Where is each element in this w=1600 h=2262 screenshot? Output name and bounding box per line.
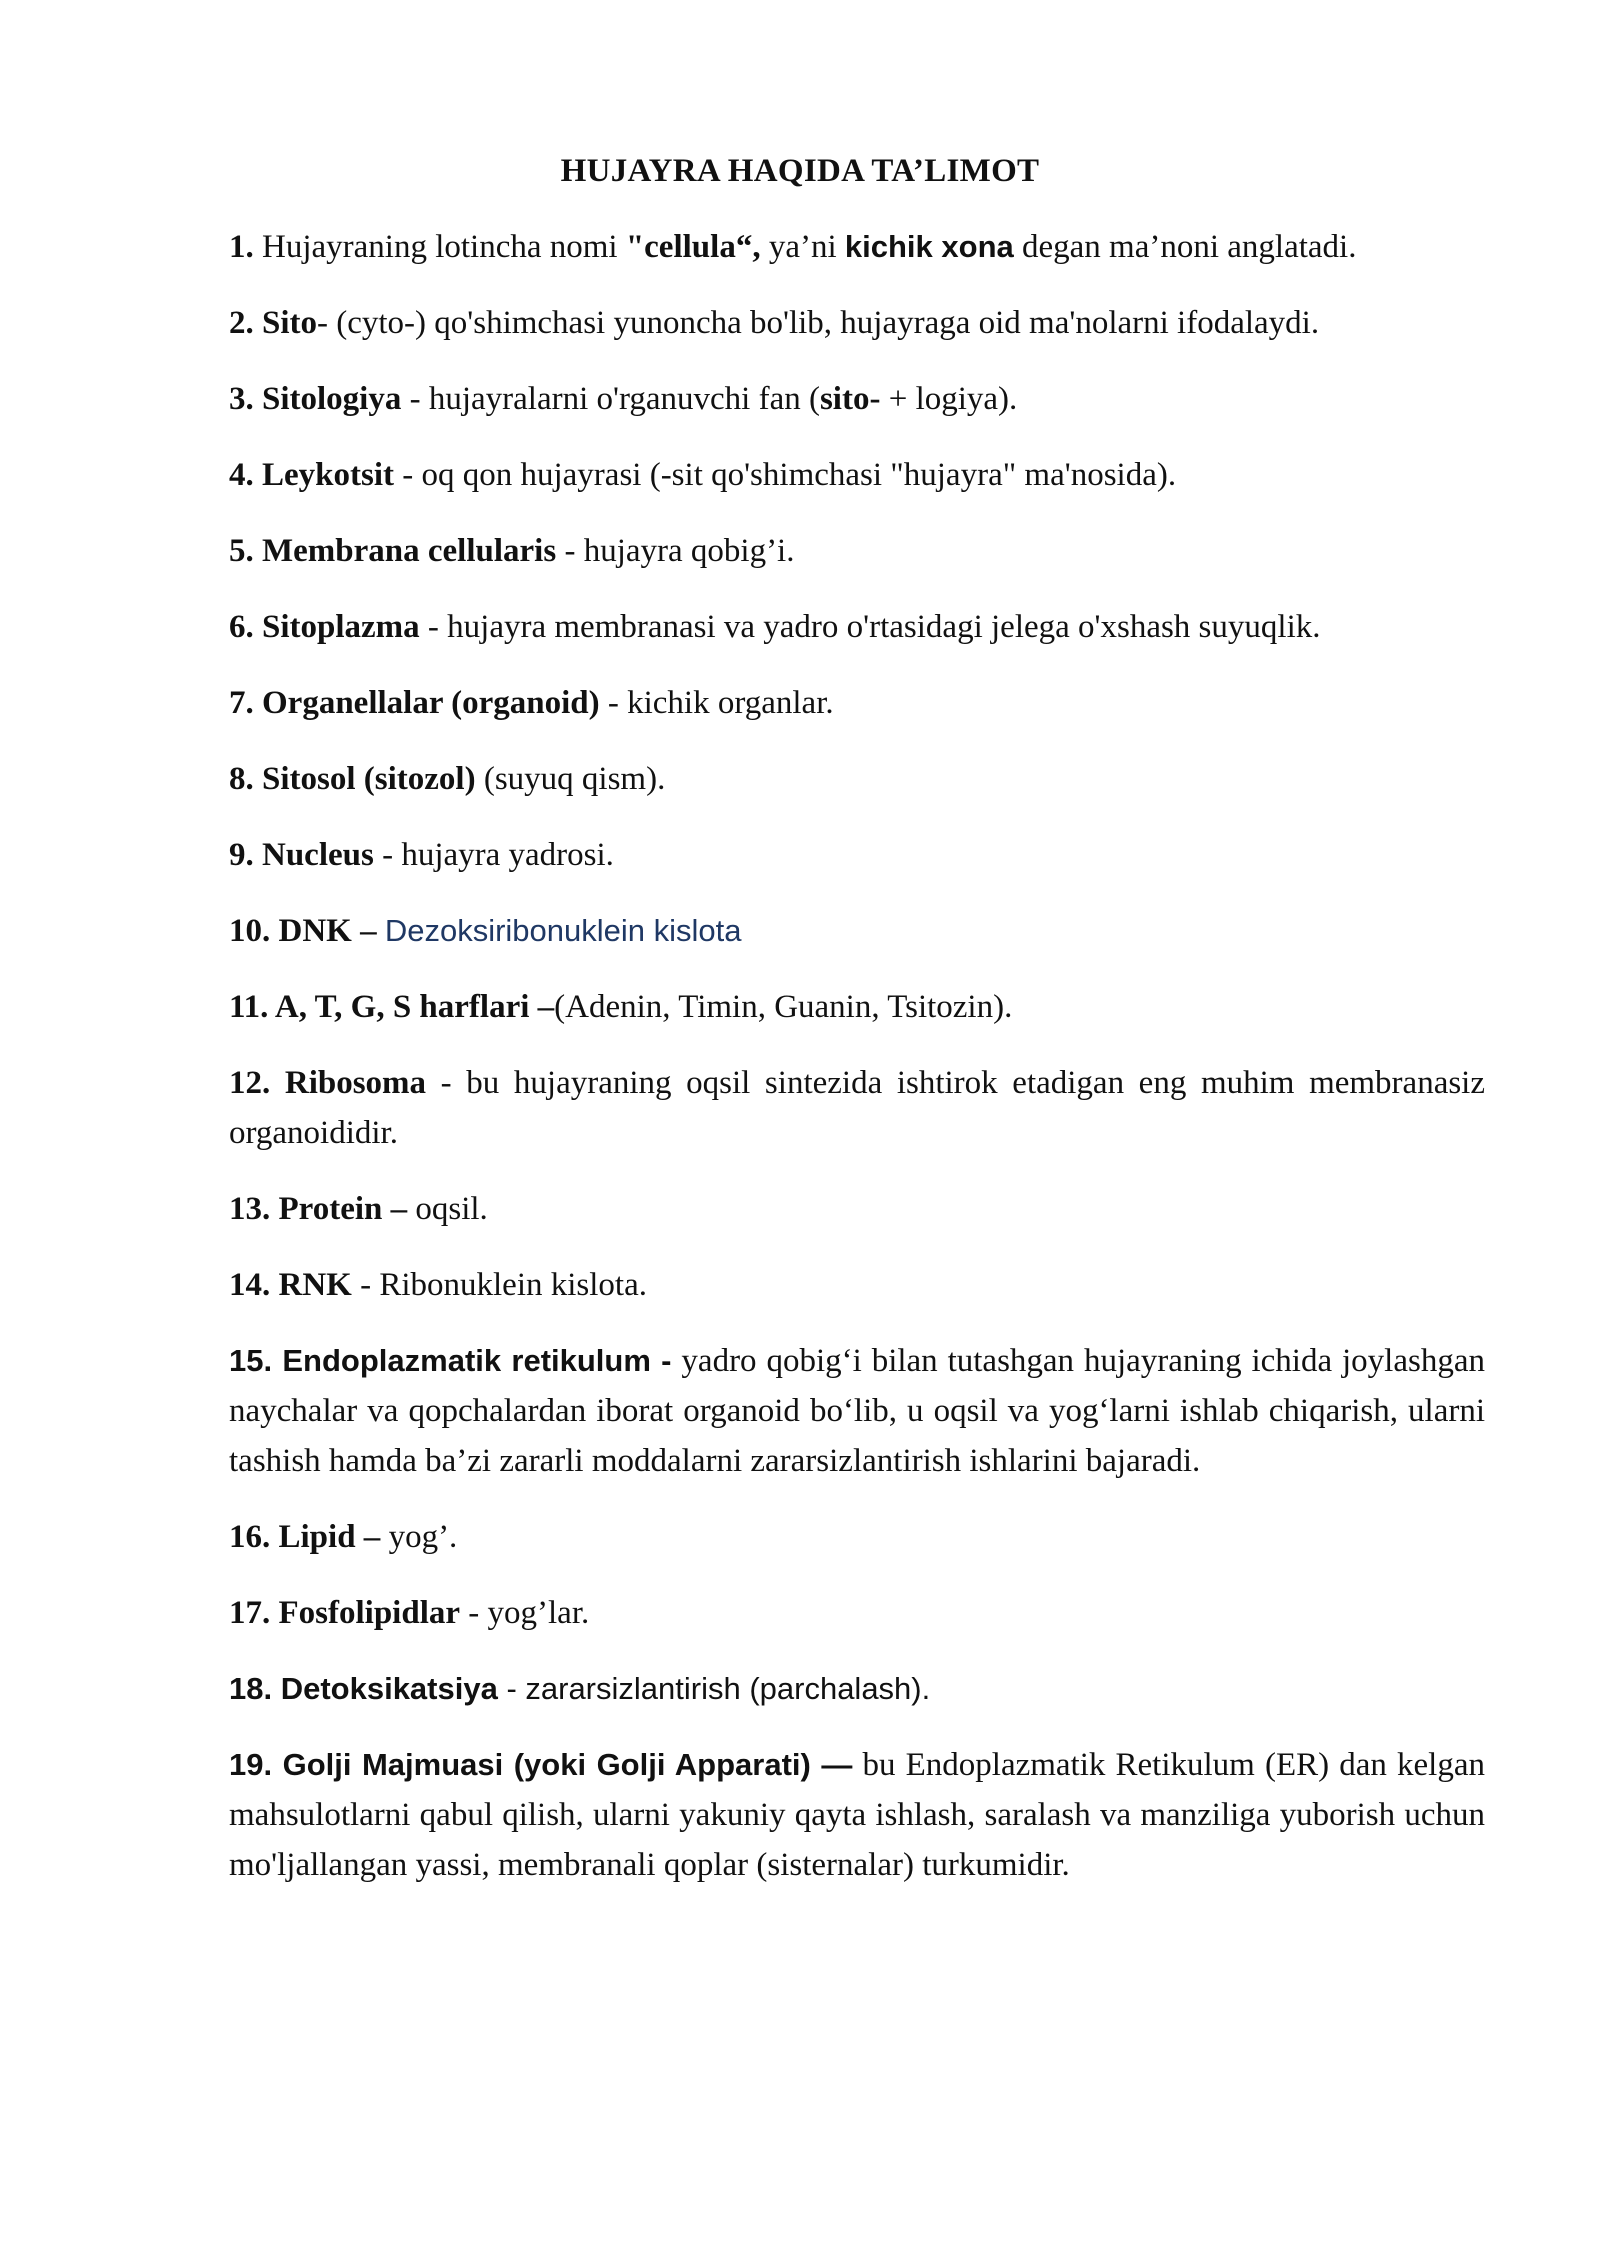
definition-term: 19. Golji Majmuasi (yoki Golji Apparati) —: [229, 1747, 853, 1782]
definition-term: 18. Detoksikatsiya: [229, 1671, 498, 1706]
definition-item: [229, 1512, 1485, 1562]
definition-term: 13. Protein –: [229, 1191, 408, 1227]
definition-list: [229, 222, 1485, 1916]
definition-term: 1.: [229, 229, 254, 265]
definition-item: [229, 1336, 1485, 1486]
definition-term: 16. Lipid –: [229, 1519, 381, 1555]
definition-item: [229, 1740, 1485, 1890]
definition-item: [229, 754, 1485, 804]
definition-item: [229, 1260, 1485, 1310]
definition-text: oqsil.: [407, 1191, 488, 1227]
definition-text: - oq qon hujayrasi (-sit qo'shimchasi "hujayra" ma'nosida).: [394, 457, 1177, 493]
definition-term: 5. Membrana cellularis: [229, 533, 557, 569]
definition-term: 17. Fosfolipidlar: [229, 1595, 461, 1631]
definition-text: (Adenin, Timin, Guanin, Tsitozin).: [554, 989, 1013, 1025]
definition-text: - hujayra yadrosi.: [373, 837, 614, 873]
definition-item: [229, 222, 1485, 272]
definition-term: 6. Sitoplazma: [229, 609, 420, 645]
definition-item: [229, 450, 1485, 500]
definition-text: - (cyto-) qo'shimchasi yunoncha bo'lib, hujayraga oid ma'nolarni ifodalaydi.: [317, 305, 1320, 341]
definition-text: - hujayralarni o'rganuvchi fan (: [401, 381, 820, 417]
definition-item: [229, 374, 1485, 424]
definition-text: Dezoksiribonuklein kislota: [384, 913, 742, 948]
definition-text: degan ma’noni anglatadi.: [1013, 229, 1357, 265]
definition-term: 10. DNK –: [229, 913, 377, 949]
definition-term: 11. A, T, G, S harflari –: [229, 989, 555, 1025]
definition-item: [229, 1184, 1485, 1234]
definition-text: - kichik organlar.: [599, 685, 834, 721]
definition-term: kichik xona: [844, 229, 1014, 264]
definition-text: - hujayra membranasi va yadro o'rtasidagi jelega o'xshash suyuqlik.: [419, 609, 1321, 645]
definition-term: 2. Sito: [229, 305, 318, 341]
definition-item: [229, 602, 1485, 652]
definition-item: [229, 526, 1485, 576]
definition-term: 15. Endoplazmatik retikulum -: [229, 1343, 672, 1378]
definition-term: "cellula“,: [625, 229, 761, 265]
definition-text: ya’ni: [760, 229, 845, 265]
definition-item: [229, 1058, 1485, 1158]
definition-term: 14. RNK: [229, 1267, 352, 1303]
definition-text: (suyuq qism).: [475, 761, 666, 797]
definition-term: 8. Sitosol (sitozol): [229, 761, 476, 797]
definition-term: 12. Ribosoma: [229, 1065, 427, 1101]
definition-item: [229, 298, 1485, 348]
definition-text: [377, 913, 385, 949]
definition-text: - bu hujayraning oqsil sintezida ishtirok etadigan eng muhim membranasiz organoididir.: [229, 1065, 1485, 1151]
definition-item: [229, 678, 1485, 728]
definition-text: yog’.: [380, 1519, 458, 1555]
definition-text: - yog’lar.: [460, 1595, 590, 1631]
definition-term: 9. Nucleus: [229, 837, 374, 873]
definition-item: [229, 830, 1485, 880]
definition-text: bu Endoplazmatik Retikulum (ER) dan kelgan mahsulotlarni qabul qilish, ularni yakuniy qayta ishlash, saralash va manziliga yuborish uchun mo'ljallangan yassi, membranali qoplar (sisternalar) turkumidir.: [229, 1747, 1485, 1883]
definition-text: - hujayra qobig’i.: [556, 533, 795, 569]
definition-item: [229, 1664, 1485, 1714]
definition-term: 3. Sitologiya: [229, 381, 402, 417]
definition-term: 4. Leykotsit: [229, 457, 394, 493]
definition-item: [229, 1588, 1485, 1638]
definition-item: [229, 982, 1485, 1032]
definition-text: yadro qobig‘i bilan tutashgan hujayraning ichida joylashgan naychalar va qopchalardan iborat organoid bo‘lib, u oqsil va yog‘larni ishlab chiqarish, ularni tashish hamda ba’zi zararli moddalarni zararsizlantirish ishlarini bajaradi.: [229, 1343, 1485, 1479]
definition-text: + logiya).: [880, 381, 1018, 417]
page-title: HUJAYRA HAQIDA TA’LIMOT: [560, 153, 1040, 189]
definition-term: 7. Organellalar (organoid): [229, 685, 600, 721]
definition-text: Hujayraning lotincha nomi: [253, 229, 626, 265]
definition-term: sito-: [819, 381, 881, 417]
definition-item: [229, 906, 1485, 956]
definition-text: - Ribonuklein kislota.: [351, 1267, 647, 1303]
definition-text: - zararsizlantirish (parchalash).: [497, 1671, 931, 1706]
